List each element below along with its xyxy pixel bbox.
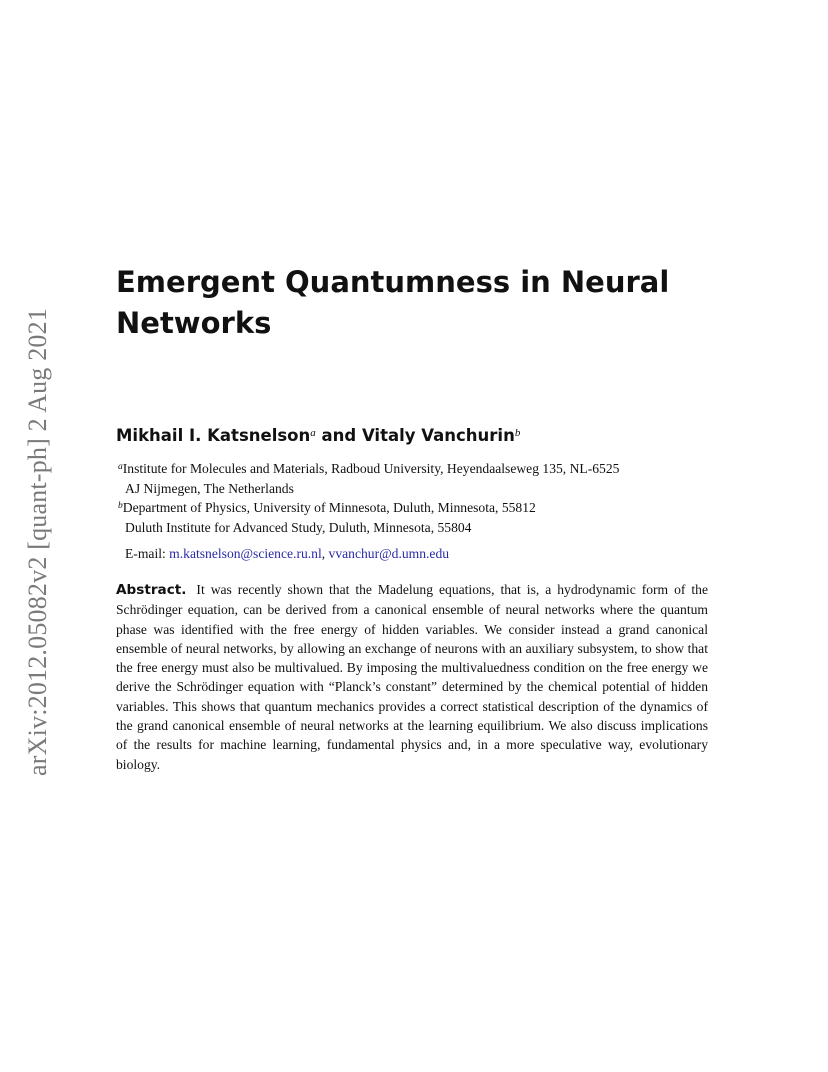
affiliation-a-mark: a xyxy=(118,462,123,472)
author-1-affiliation-mark: a xyxy=(310,427,316,439)
affiliation-b-text: Department of Physics, University of Minnesota, Duluth, Minnesota, 55812 xyxy=(122,500,536,515)
affiliation-a-line-2: AJ Nijmegen, The Netherlands xyxy=(125,480,294,496)
email-line xyxy=(125,544,449,563)
arxiv-side-stamp xyxy=(20,276,56,776)
abstract-label: Abstract. xyxy=(116,582,187,598)
author-2-affiliation-mark: b xyxy=(514,427,521,439)
abstract-text: It was recently shown that the Madelung equations, that is, a hydrodynamic form of the Schrödinger equation, can be derived from a canonical ensemble of neural networks where the quantum phase was identified with the free energy of hidden variables. We consider instead a grand canonical ensemble of neural networks, by allowing an exchange of neurons with an auxiliary subsystem, to show that the free energy must also be multivalued. By imposing the multivaluedness condition on the free energy we derive the Schrödinger equation with “Planck’s constant” determined by the chemical potential of hidden variables. This shows that quantum mechanics provides a correct statistical description of the dynamics of the grand canonical ensemble of neural networks at the learning equilibrium. We also discuss implications of the results for machine learning, fundamental physics and, in a more speculative way, evolutionary biology. xyxy=(116,582,708,772)
author-2-name: Vitaly Vanchurin xyxy=(361,426,515,445)
affiliation-a-line-1 xyxy=(118,459,619,479)
arxiv-identifier: arXiv:2012.05082v2 [quant-ph] 2 Aug 2021 xyxy=(23,307,52,776)
paper-title xyxy=(116,262,716,344)
affiliation-b-line-1 xyxy=(118,498,619,518)
email-link-vanchurin[interactable]: vvanchur@d.umn.edu xyxy=(328,546,450,561)
affiliation-b-line-2: Duluth Institute for Advanced Study, Duluth, Minnesota, 55804 xyxy=(125,519,472,535)
affiliation-a-text: Institute for Molecules and Materials, Radboud University, Heyendaalseweg 135, NL-6525 xyxy=(122,461,620,476)
email-label: E-mail: xyxy=(125,546,170,561)
email-separator: , xyxy=(321,546,329,561)
affiliation-list xyxy=(118,459,619,537)
email-link-katsnelson[interactable]: m.katsnelson@science.ru.nl xyxy=(169,546,322,561)
title-line-1: Emergent Quantumness in Neural xyxy=(116,265,670,299)
author-conjunction: and xyxy=(315,426,362,445)
author-list xyxy=(116,425,520,447)
affiliation-b-mark: b xyxy=(118,501,123,511)
author-1-name: Mikhail I. Katsnelson xyxy=(116,426,311,445)
title-line-2: Networks xyxy=(116,306,272,340)
abstract xyxy=(116,580,708,774)
